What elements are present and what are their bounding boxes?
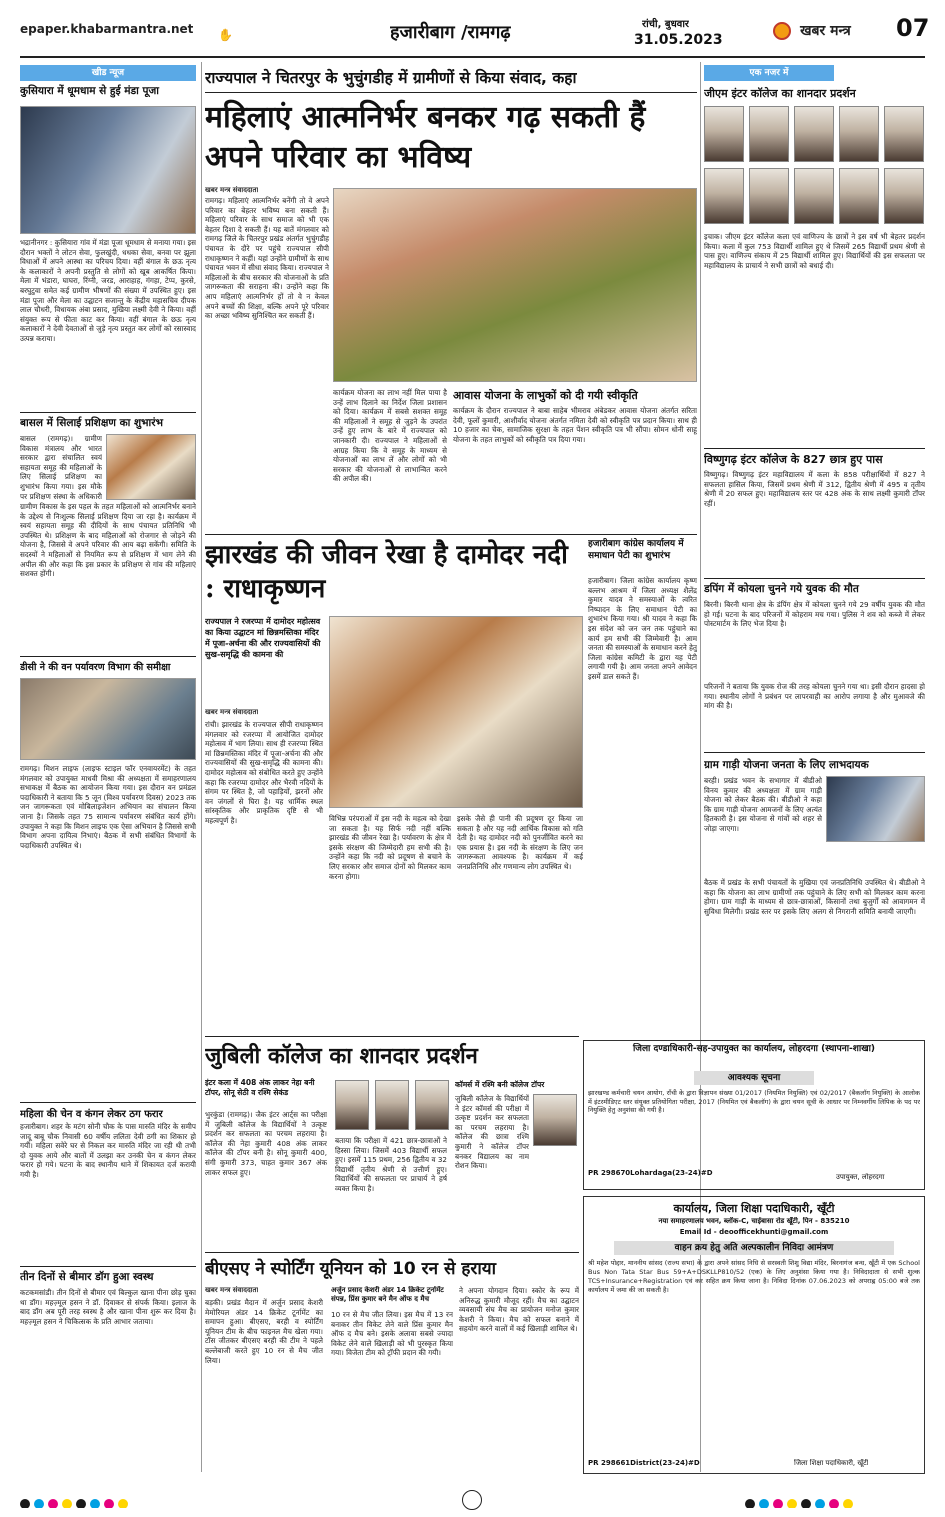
- color-dot: [801, 1499, 811, 1508]
- notice-title: जिला दण्डाधिकारी-सह-उपायुक्त का कार्यालय, लोहरदगा (स्थापना-शाखा): [632, 1044, 876, 1054]
- lead-kicker: राज्यपाल ने चितरपुर के भुचुंगडीह में ग्रामीणों से किया संवाद, कहा: [205, 69, 577, 87]
- lead-sub-body: कार्यक्रम के दौरान राज्यपाल ने बाबा साहेब भीमराव अंबेडकर आवास योजना अंतर्गत सरिता देवी, फूलों कुमारी, आशीर्वाद योजना अंतर्गत नमिता देवी को स्वीकृति पत्र प्रदान किया। साथ ही 10 हजार का चेक, सामाजिक सुरक्षा के तहत पेंशन स्वीकृति पत्र भी सौंपा। सोमन धोनी साहू योजना के तहत लाभुकों को स्वीकृति पत्र दिया गया।: [453, 406, 697, 444]
- registration-marks-right: [745, 1494, 925, 1508]
- header-rule: [20, 56, 925, 58]
- divider: [20, 656, 196, 657]
- bsa-headline: बीएसए ने स्पोर्टिंग यूनियन को 10 रन से हराया: [205, 1259, 497, 1279]
- story-body-continued: परिजनों ने बताया कि युवक रोज की तरह कोयला चुनने गया था। इसी दौरान हादसा हो गया। स्थानीय लोगों ने प्रबंधन पर लापरवाही का आरोप लगाया है और मुआवजे की मांग की है।: [704, 682, 925, 711]
- story-body: हजारीबाग। जिला कांग्रेस कार्यालय कृष्ण बल्लभ आश्रम में जिला अध्यक्ष शैलेंद्र कुमार यादव ने समस्याओं के त्वरित निष्पादन के लिए समाधान पेटी का शुभारंभ किया गया। श्री यादव ने कहा कि इस संदेश को जन जन तक पहुंचाने का कार्य हम सभी की जिम्मेवारी है। आम जनता की समस्याओं के समाधान करने हेतु जिला कांग्रेस कमिटी के द्वारा यह पेटी लगायी गयी है। आम जनता अपने आवेदन इसमें डाल सकते हैं।: [588, 576, 697, 681]
- story-body: बासल (रामगढ़)। ग्रामीण विकास मंत्रालय और भारत सरकार द्वारा संचालित स्वयं सहायता समूह की महिलाओं के लिए सिलाई प्रशिक्षण का शुभारंभ किया गया। इस मौके पर प्रशिक्षण संस्था के अधिकारी: [20, 434, 102, 500]
- lead-byline: खबर मन्त्र संवाददाता: [205, 186, 259, 194]
- story-body: बरही। प्रखंड भवन के सभागार में बीडीओ विनय कुमार की अध्यक्षता में ग्राम गाड़ी योजना को लेकर बैठक की। बीडीओ ने कहा कि ग्राम गाड़ी योजना आमजनों के लिए अत्यंत हितकारी है। इस योजना से गांवों को शहर से जोड़ा जाएगा।: [704, 776, 822, 833]
- brand-logo: [773, 20, 885, 46]
- color-dot: [745, 1499, 755, 1508]
- lead-story: [205, 62, 697, 532]
- story-body: विष्णुगढ़। विष्णुगढ़ इंटर महाविद्यालय में कला के 858 परीक्षार्थियों में 827 ने सफलता हासिल किया, जिसमें प्रथम श्रेणी में 312, द्वितीय श्रेणी में 495 व तृतीय श्रेणी में 20 सफल हुए। महाविद्यालय स्तर पर 428 अंक के साथ लक्ष्मी कुमारी टॉपर रहीं।: [704, 470, 925, 508]
- divider: [205, 1036, 579, 1037]
- damodar-story: [205, 538, 583, 1038]
- story-body-continued: बैठक में प्रखंड के सभी पंचायतों के मुखिया एवं जनप्रतिनिधि उपस्थित थे। बीडीओ ने कहा कि योजना का लाभ ग्रामीणों तक पहुंचाने के लिए सभी को मिलकर काम करना होगा। ग्राम गाड़ी के माध्यम से छात्र-छात्राओं, किसानों तथा बुजुर्गों को आवागमन में सुविधा मिलेगी। प्रखंड स्तर पर इसके लिए अलग से निगरानी समिति बनायी जाएगी।: [704, 878, 925, 916]
- student-photo-grid: [704, 106, 925, 226]
- divider: [20, 412, 196, 413]
- color-dot: [34, 1499, 44, 1508]
- glance-badge: एक नजर में: [704, 65, 834, 81]
- student-photo: [884, 106, 924, 162]
- story-title: जीएम इंटर कॉलेज का शानदार प्रदर्शन: [704, 87, 856, 100]
- damodar-body: रांची। झारखंड के राज्यपाल सीपी राधाकृष्णन मंगलवार को रजरप्पा में आयोजित दामोदर महोत्सव में भाग लिया। साथ ही रजरप्पा स्थित मां छिन्नमस्तिका मंदिर में पूजा-अर्चना की और राज्यवासियों की सुख-समृद्धि की कामना की। दामोदर महोत्सव को संबोधित करते हुए उन्होंने कहा कि रजरप्पा दामोदर और भैरवी नदियों के संगम पर स्थित है, जो पहाड़ियों, झरनों और वन जंगलों से घिरा है। यह धार्मिक स्थल सांस्कृतिक और प्राकृतिक दृष्टि से भी महत्वपूर्ण है।: [205, 720, 323, 825]
- color-dot: [48, 1499, 58, 1508]
- story-title: ग्राम गाड़ी योजना जनता के लिए लाभदायक: [704, 759, 869, 771]
- congress-story: [588, 538, 697, 1034]
- color-dot: [76, 1499, 86, 1508]
- color-dot: [843, 1499, 853, 1508]
- story-photo: [826, 776, 925, 842]
- color-dot: [90, 1499, 100, 1508]
- brand-name: खबर मन्त्र: [800, 23, 851, 39]
- student-photo: [794, 106, 834, 162]
- right-column-lower: [704, 682, 925, 1022]
- story-title: डीसी ने की वन पर्यावरण विभाग की समीक्षा: [20, 662, 171, 673]
- registration-marks-left: [20, 1494, 200, 1508]
- lead-photo: [333, 188, 697, 382]
- notice-email[interactable]: Email Id - deoofficekhunti@gmail.com: [679, 1228, 829, 1236]
- color-dot: [20, 1499, 30, 1508]
- brand-logo-icon: [773, 22, 791, 40]
- damodar-body-continued: विभिन्न परंपराओं में इस नदी के महत्व को देखा जा सकता है। यह सिर्फ नदी नहीं बल्कि झारखंड की जीवन रेखा है। पर्यावरण के क्षेत्र में इसके संरक्षण की जिम्मेदारी हम सभी की है। उन्होंने कहा कि नदी को प्रदूषण से बचाने के लिए सरकार और समाज दोनों को मिलकर काम करना होगा।: [329, 814, 451, 881]
- section-name: हजारीबाग /रामगढ़: [390, 22, 511, 43]
- story-body-continued: ग्रामीण विकास के इस पहल के तहत महिलाओं को आत्मनिर्भर बनाने के उद्देश्य से निःशुल्क सिलाई प्रशिक्षण दिया जा रहा है। कार्यक्रम में स्वयं सहायता समूह की दीदियों के साथ पंचायत प्रतिनिधि भी उपस्थित थे। प्रशिक्षण के बाद महिलाओं को रोजगार से जोड़ने की योजना है, जिससे वे अपने परिवार की आय बढ़ा सकेंगी। समिति के सदस्यों ने महिलाओं से नियमित रूप से प्रशिक्षण में भाग लेने की अपील की और कहा कि इस प्रकार के प्रशिक्षण से गांव की महिलाएं सशक्त होंगी।: [20, 502, 196, 579]
- story-body: रामगढ़। मिशन लाइफ (लाइफ स्टाइल फॉर एनवायरमेंट) के तहत मंगलवार को उपायुक्त माधवी मिश्रा की अध्यक्षता में समाहरणालय सभाकक्ष में बैठक का आयोजन किया गया। इस दौरान वन प्रमंडल पदाधिकारी ने बताया कि 5 जून (विश्व पर्यावरण दिवस) 2023 तक जन जागरूकता एवं मोबिलाइजेशन अभियान का संचालन किया जाना है। जिसके तहत 75 सामान्य पर्यावरण संबंधित कार्य होंगे। उपायुक्त ने कहा कि मिशन लाइफ एक ऐसा अभियान है जिससे सभी विभाग अपना दायित्व निभाएं। बैठक में सभी संबंधित विभागों के पदाधिकारी उपस्थित थे।: [20, 764, 196, 850]
- story-body: इचाक। जीएम इंटर कॉलेज कला एवं वाणिज्य के छात्रों ने इस वर्ष भी बेहतर प्रदर्शन किया। कला में कुल 753 विद्यार्थी शामिल हुए थे जिसमें 265 विद्यार्थी प्रथम श्रेणी से पास हुए। वाणिज्य संकाय में 25 विद्यार्थी शामिल हुए। विद्यार्थियों की इस सफलता पर महाविद्यालय के प्राचार्य ने सभी छात्रों को बधाई दी।: [704, 232, 925, 270]
- story-title: विष्णुगढ़ इंटर कॉलेज के 827 छात्र हुए पास: [704, 453, 883, 466]
- damodar-deck: राज्यपाल ने रजरप्पा में दामोदर महोत्सव का किया उद्घाटन मां छिन्नमस्तिका मंदिर में पूजा-अर्चना की और राज्यवासियों की सुख-समृद्धि की कामना की: [205, 617, 321, 659]
- story-title: कुसियारा में धूमधाम से हुई मंडा पूजा: [20, 85, 160, 97]
- bsa-body-continued: ने अपना योगदान दिया। स्कोर के रूप में अनिरुद्ध कुमारी मौजूद रहीं। मैच का उद्घाटन व्यवसायी संघ मैच का प्रायोजन मनोज कुमार केशरी ने किया। मैच को सफल बनाने में सहयोग करने वालों में कई खिलाड़ी शामिल थे।: [459, 1286, 579, 1334]
- damodar-body-continued: इसके जैसे ही पानी की प्रदूषण दूर किया जा सकता है और यह नदी आर्थिक विकास को गति देती है। यह दामोदर नदी को पुनर्जीवित करने का एक प्रयास है। इस नदी के संरक्षण के लिए जन जागरूकता आवश्यक है। कार्यक्रम में कई जनप्रतिनिधि और गणमान्य लोग उपस्थित थे।: [457, 814, 583, 871]
- notice-title: कार्यालय, जिला शिक्षा पदाधिकारी, खूँटी: [673, 1202, 835, 1215]
- student-photo: [839, 168, 879, 224]
- story-title: तीन दिनों से बीमार डॉग हुआ स्वस्थ: [20, 1271, 154, 1283]
- cursor-icon: ✋: [218, 28, 233, 42]
- divider: [704, 752, 925, 753]
- bsa-body: बड़की। प्रखंड मैदान में अर्जुन प्रसाद केशरी मेमोरियल अंडर 14 क्रिकेट टूर्नामेंट का समापन हुआ। बीएसए, बरही व स्पोर्टिंग यूनियन टीम के बीच फाइनल मैच खेला गया। टॉस जीतकर बीएसए बरही की टीम ने पहले बल्लेबाजी करते हुए 10 रन से मैच जीत लिया।: [205, 1298, 323, 1365]
- color-dot: [759, 1499, 769, 1508]
- bsa-byline: खबर मन्त्र संवाददाता: [205, 1286, 259, 1294]
- divider: [205, 1252, 579, 1253]
- notice-subtitle: आवश्यक सूचना: [694, 1071, 814, 1085]
- damodar-headline: झारखंड की जीवन रेखा है दामोदर नदी : राधाकृष्णन: [205, 540, 568, 604]
- jubilee-deck: इंटर कला में 408 अंक लाकर नेहा बनी टॉपर, सोनू सेठी व रश्मि सेकंड: [205, 1078, 315, 1097]
- story-title: बासल में सिलाई प्रशिक्षण का शुभारंभ: [20, 417, 163, 429]
- story-photo: [20, 106, 196, 234]
- color-dot: [118, 1499, 128, 1508]
- color-dot: [773, 1499, 783, 1508]
- masthead: [0, 0, 945, 62]
- divider: [205, 534, 697, 535]
- divider: [20, 1102, 196, 1103]
- column-rule: [201, 62, 202, 1472]
- notice-pr-number: PR 298670Lohardaga(23-24)#D: [588, 1169, 713, 1177]
- notice-subtitle: वाहन क्रय हेतु अति अल्पकालीन निविदा आमंत्रण: [614, 1241, 894, 1255]
- divider: [20, 1266, 196, 1267]
- jubilee-body: भुरकुंडा (रामगढ़)। जैक इंटर आर्ट्स का परीक्षा में जुबिली कॉलेज के विद्यार्थियों ने उत्कृष्ट प्रदर्शन कर सफलता का परचम लहराया है। कॉलेज की नेहा कुमारी 408 अंक लाकर कॉलेज की टॉपर बनी है। सोनू कुमारी 400, संगी कुमारी 373, चाहत कुमार 367 अंक लाकर सफल हुए।: [205, 1110, 327, 1177]
- student-photo: [839, 106, 879, 162]
- divider: [704, 448, 925, 449]
- notice-lohardaga: [583, 1040, 925, 1190]
- bsa-deck: अर्जुन प्रसाद केशरी अंडर 14 क्रिकेट टूर्नामेंट संपन्न, प्रिंस कुमार बने मैन ऑफ द मैच: [331, 1286, 444, 1303]
- header-date: 31.05.2023: [634, 32, 723, 48]
- story-photo: [106, 434, 196, 500]
- story-body: कटकमसांडी। तीन दिनों से बीमार एवं बिल्कुल खाना पीना छोड़ चुका था डॉग। महज़्मूल हसन ने डॉ. दिवाकर से संपर्क किया। इलाज के बाद डॉग अब पूरी तरह स्वस्थ है और खाना पीना शुरू कर दिया है। महज़्मूल हसन ने चिकित्सक के प्रति आभार जताया।: [20, 1288, 196, 1326]
- topper-photo: [375, 1080, 409, 1130]
- crosshair-icon: [462, 1490, 482, 1510]
- divider: [704, 578, 925, 579]
- topper-photo: [533, 1094, 577, 1146]
- lead-headline: महिलाएं आत्मनिर्भर बनकर गढ़ सकती हैं अपने परिवार का भविष्य: [205, 100, 646, 175]
- jubilee-headline: जुबिली कॉलेज का शानदार प्रदर्शन: [205, 1043, 478, 1069]
- story-title: डपिंग में कोयला चुनने गये युवक की मौत: [704, 583, 859, 595]
- story-title: हजारीबाग कांग्रेस कार्यालय में समाधान पेटी का शुभारंभ: [588, 539, 684, 561]
- notice-address: नया समाहरणालय भवन, ब्लॉक-C, चाईबासा रोड खूँटी, पिन - 835210: [658, 1217, 850, 1225]
- site-url[interactable]: epaper.khabarmantra.net: [20, 22, 194, 36]
- topper-photo: [415, 1080, 449, 1130]
- student-photo: [794, 168, 834, 224]
- damodar-photo: [329, 616, 583, 808]
- lead-body: रामगढ़। महिलाएं आत्मनिर्भर बनेंगी तो वे अपने परिवार का बेहतर भविष्य बना सकती हैं। महिलाएं परिवार के साथ समाज को भी एक बेहतर दिशा दे सकती हैं। यह बातें मंगलवार को रामगढ़ जिले के चितरपुर प्रखंड अंतर्गत भुचुंगडीह पंचायत के दौरे पर पहुंचे राज्यपाल सीपी राधाकृष्णन ने कहीं। यहां उन्होंने ग्रामीणों के साथ पंचायत भवन में सीधा संवाद किया। राज्यपाल ने महिलाओं के बीच सरकार की योजनाओं के प्रति जागरूकता की सराहना की। उन्होंने कहा कि आप महिलाएं आत्मनिर्भर हों तो वे न केवल अपने बच्चों की शिक्षा, बल्कि अपने पूरे परिवार का अच्छा भविष्य सुनिश्चित कर सकती हैं।: [205, 196, 329, 321]
- story-photo: [20, 678, 196, 760]
- notice-body: झारखण्ड कर्मचारी चयन आयोग, राँची के द्वारा विज्ञापन संख्या 01/2017 (नियमित नियुक्ति) एवं 02/2017 (बैकलॉग नियुक्ति) के आलोक में इंटरमीडिएट स्तर संयुक्त प्रतियोगिता परीक्षा, 2017 (नियमित एवं बैकलॉग) के द्वारा चयन सूची के आधार पर निम्नवर्गीय लिपिक के पद पर नियुक्ति हेतु अनुशंसा की गयी है।: [588, 1089, 920, 1114]
- notice-signatory: जिला शिक्षा पदाधिकारी, खूँटी: [794, 1459, 869, 1467]
- damodar-byline: खबर मन्त्र संवाददाता: [205, 708, 259, 716]
- notice-khunti: [583, 1196, 925, 1474]
- student-photo: [749, 168, 789, 224]
- color-dot: [787, 1499, 797, 1508]
- jubilee-story: [205, 1040, 579, 1250]
- jubilee-body-continued: बताया कि परीक्षा में 421 छात्र-छात्राओं ने हिस्सा लिया। जिसमें 403 विद्यार्थी सफल हुए। इसमें 115 प्रथम, 256 द्वितीय व 32 विद्यार्थी तृतीय श्रेणी से उत्तीर्ण हुए। विद्यार्थियों की सफलता पर प्राचार्य ने हर्ष व्यक्त किया है।: [335, 1136, 447, 1193]
- color-dot: [829, 1499, 839, 1508]
- story-body: भद्रानीनगर : कुसियारा गांव में मंडा पूजा धूमधाम से मनाया गया। इस दौरान भक्तों ने लोटन सेवा, फुलखुंदी, धधका सेवा, बनवा पर झूला विधाओं में अपने आस्था का परिचय दिया। वहीं बंगाल के छऊ नृत्य के कलाकारों ने अपनी प्रस्तुति से लोगों को खूब आकर्षित किया। मेला में भंडारा, घाघरा, रिंग्नी, जरड, आराहाह, गंगहा, टेप्प, कुरसे, बरघुटुवा समेत कई ग्रामीण भीषणों की संख्या में उपस्थित हुए। इस मंडा पूजा और मेला का उद्घाटन सजान्तु के केंद्रीय महासचिव दीपक लाल चौधरी, विधायक अंबा प्रसाद, मुखिया लक्ष्मी देवी ने किया। वहीं संयुक्त रूप से फीता काट कर किया। वहीं बंगाल के छऊ नृत्य कलाकारों ने देवी देवताओं से जुड़े नृत्य प्रस्तुत कर लोगों को रसास्वाद उत्पन्न कराया।: [20, 238, 196, 343]
- bsa-story: [205, 1256, 579, 1474]
- right-column: [704, 62, 925, 682]
- bsa-body-continued: 10 रन से मैच जीत लिया। इस मैच में 13 रन बनाकर तीन विकेट लेने वाले प्रिंस कुमार मैन ऑफ द मैच बने। इसके अलावा सबसे ज्यादा विकेट लेने वाले खिलाड़ी को भी पुरस्कृत किया गया। विजेता टीम को ट्रॉफी प्रदान की गयी।: [331, 1310, 453, 1358]
- lead-subhead: आवास योजना के लाभुकों को दी गयी स्वीकृति: [453, 389, 638, 402]
- story-body: हजारीबाग। शहर के मटंग सोनी चौक के पास मारुति मंदिर के समीप जादू बाबू चौक निवासी 60 वर्षीय ललिता देवी ठगी का शिकार हो गयीं। महिला सवेरे घर से निकल कर मारुति मंदिर जा रही थी तभी दो युवक आये और बातों में उलझा कर उनकी चेन व कंगन लेकर फरार हो गये। घटना के बाद स्थानीय थाने में शिकायत दर्ज करायी गयी है।: [20, 1122, 196, 1179]
- notice-pr-number: PR 298661District(23-24)#D: [588, 1459, 700, 1467]
- story-title: महिला की चेन व कंगन लेकर ठग फरार: [20, 1109, 163, 1120]
- jubilee-body-continued: जुबिली कॉलेज के विद्यार्थियों ने इंटर कॉमर्स की परीक्षा में उत्कृष्ट प्रदर्शन कर सफलता का परचम लहराया है। कॉलेज की छात्रा रश्मि कुमारी ने कॉलेज टॉपर बनकर विद्यालय का नाम रोशन किया।: [455, 1094, 529, 1171]
- color-dot: [815, 1499, 825, 1508]
- student-photo: [884, 168, 924, 224]
- student-photo: [704, 106, 744, 162]
- jubilee-commerce-topper: कॉमर्स में रश्मि बनी कॉलेज टॉपर: [455, 1080, 545, 1089]
- notice-body: श्री महेश पोद्दार, माननीय सांसद (राज्य सभा) के द्वारा अपने सांसद निधि से सरस्वती शिशु विद्या मंदिर, बिरनागंज बन्ध, खूँटी में एक School Bus Non Tata Star Bus 59+A+DSKLLP810/52 (एक) के लिए अनुशंसा किया गया है। निविदादाता से सभी शुल्क TCS+Insurance+Registration एवं कर सहित क्रय किया जाना है। निविदा दिनांक 07.06.2023 को अपराह्न 05:00 बजे तक कार्यालय में जमा की जा सकती है।: [588, 1259, 920, 1294]
- notice-signatory: उपायुक्त, लोहरदगा: [836, 1173, 885, 1181]
- news-badge: खीड न्यूज: [20, 65, 196, 81]
- color-dot: [62, 1499, 72, 1508]
- divider: [205, 92, 697, 93]
- page-number: 07: [896, 14, 930, 42]
- story-body: बिरनी। बिरनी थाना क्षेत्र के डंपिंग क्षेत्र में कोयला चुनने गये 29 वर्षीय युवक की मौत हो गई। घटना के बाद परिजनों में कोहराम मच गया। पुलिस ने शव को कब्जे में लेकर पोस्टमार्टम के लिए भेज दिया है।: [704, 600, 925, 629]
- lead-body-continued: कार्यक्रम योजना का लाभ नहीं मिल पाया है उन्हें लाभ दिलाने का निर्देश जिला प्रशासन को दिया। कार्यक्रम में सबसे सशक्त समूह की महिलाओं ने समूह से जुड़ने के उपरांत उन्हें हुए लाभ के बारे में राज्यपाल को जानकारी दी। राज्यपाल ने महिलाओं से आग्रह किया कि वे समूह के माध्यम से योजनाओं का लाभ लें और लोगों को भी सरकार की योजनाओं से लाभान्वित करने की अपील की।: [333, 388, 447, 484]
- header-place-day: रांची, बुधवार: [642, 19, 690, 30]
- color-dot: [104, 1499, 114, 1508]
- left-column: [20, 62, 196, 1477]
- student-photo: [749, 106, 789, 162]
- topper-photo: [335, 1080, 369, 1130]
- student-photo: [704, 168, 744, 224]
